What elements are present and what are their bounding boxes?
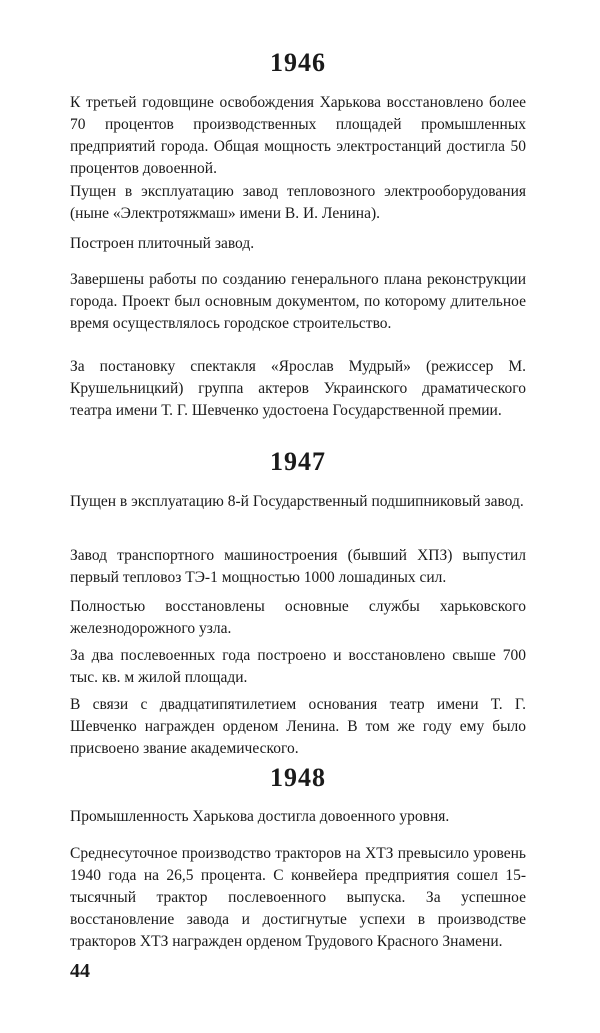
paragraph-1946-5: За постановку спектакля «Ярослав Мудрый» (режиссер М. Крушельницкий) группа актеров Украинского драматического театра имени Т. Г. Шевченко удостоена Государственной премии. xyxy=(70,358,526,419)
paragraph-1947-5: В связи с двадцатипятилетием основания театр имени Т. Г. Шевченко награжден орденом Ленина. В том же году ему было присвоено звание академического. xyxy=(70,696,526,757)
paragraph-1947-3: Полностью восстановлены основные службы харьковского железнодорожного узла. xyxy=(70,598,526,637)
paragraph-1948-1: Промышленность Харькова достигла довоенного уровня. xyxy=(70,808,450,825)
year-heading-1948: 1948 xyxy=(270,763,326,792)
paragraph-1947-2: Завод транспортного машиностроения (бывший ХПЗ) выпустил первый тепловоз ТЭ-1 мощностью 1000 лошадиных сил. xyxy=(70,547,526,586)
paragraph-1946-2: Пущен в эксплуатацию завод тепловозного электрооборудования (ныне «Электротяжмаш» имени В. И. Ленина). xyxy=(70,183,526,222)
year-heading-1947: 1947 xyxy=(270,447,326,476)
paragraph-1946-4: Завершены работы по созданию генерального плана реконструкции города. Проект был основным документом, по которому длительное время осуществлялось городское строительство. xyxy=(70,271,526,332)
paragraph-1948-2: Среднесуточное производство тракторов на ХТЗ превысило уровень 1940 года на 26,5 процента. С конвейера предприятия сошел 15-тысячный трактор послевоенного выпуска. За успешное восстановление завода и достигнутые успехи в производстве тракторов ХТЗ награжден орденом Трудового Красного Знамени. xyxy=(70,845,526,950)
paragraph-1947-1: Пущен в эксплуатацию 8-й Государственный подшипниковый завод. xyxy=(70,493,524,510)
page-number: 44 xyxy=(70,960,90,982)
paragraph-1947-4: За два послевоенных года построено и восстановлено свыше 700 тыс. кв. м жилой площади. xyxy=(70,647,526,686)
year-heading-1946: 1946 xyxy=(270,48,326,77)
paragraph-1946-1: К третьей годовщине освобождения Харькова восстановлено более 70 процентов производственных площадей промышленных предприятий города. Общая мощность электростанций достигла 50 процентов довоенной. xyxy=(70,94,526,177)
paragraph-1946-3: Построен плиточный завод. xyxy=(70,235,255,252)
